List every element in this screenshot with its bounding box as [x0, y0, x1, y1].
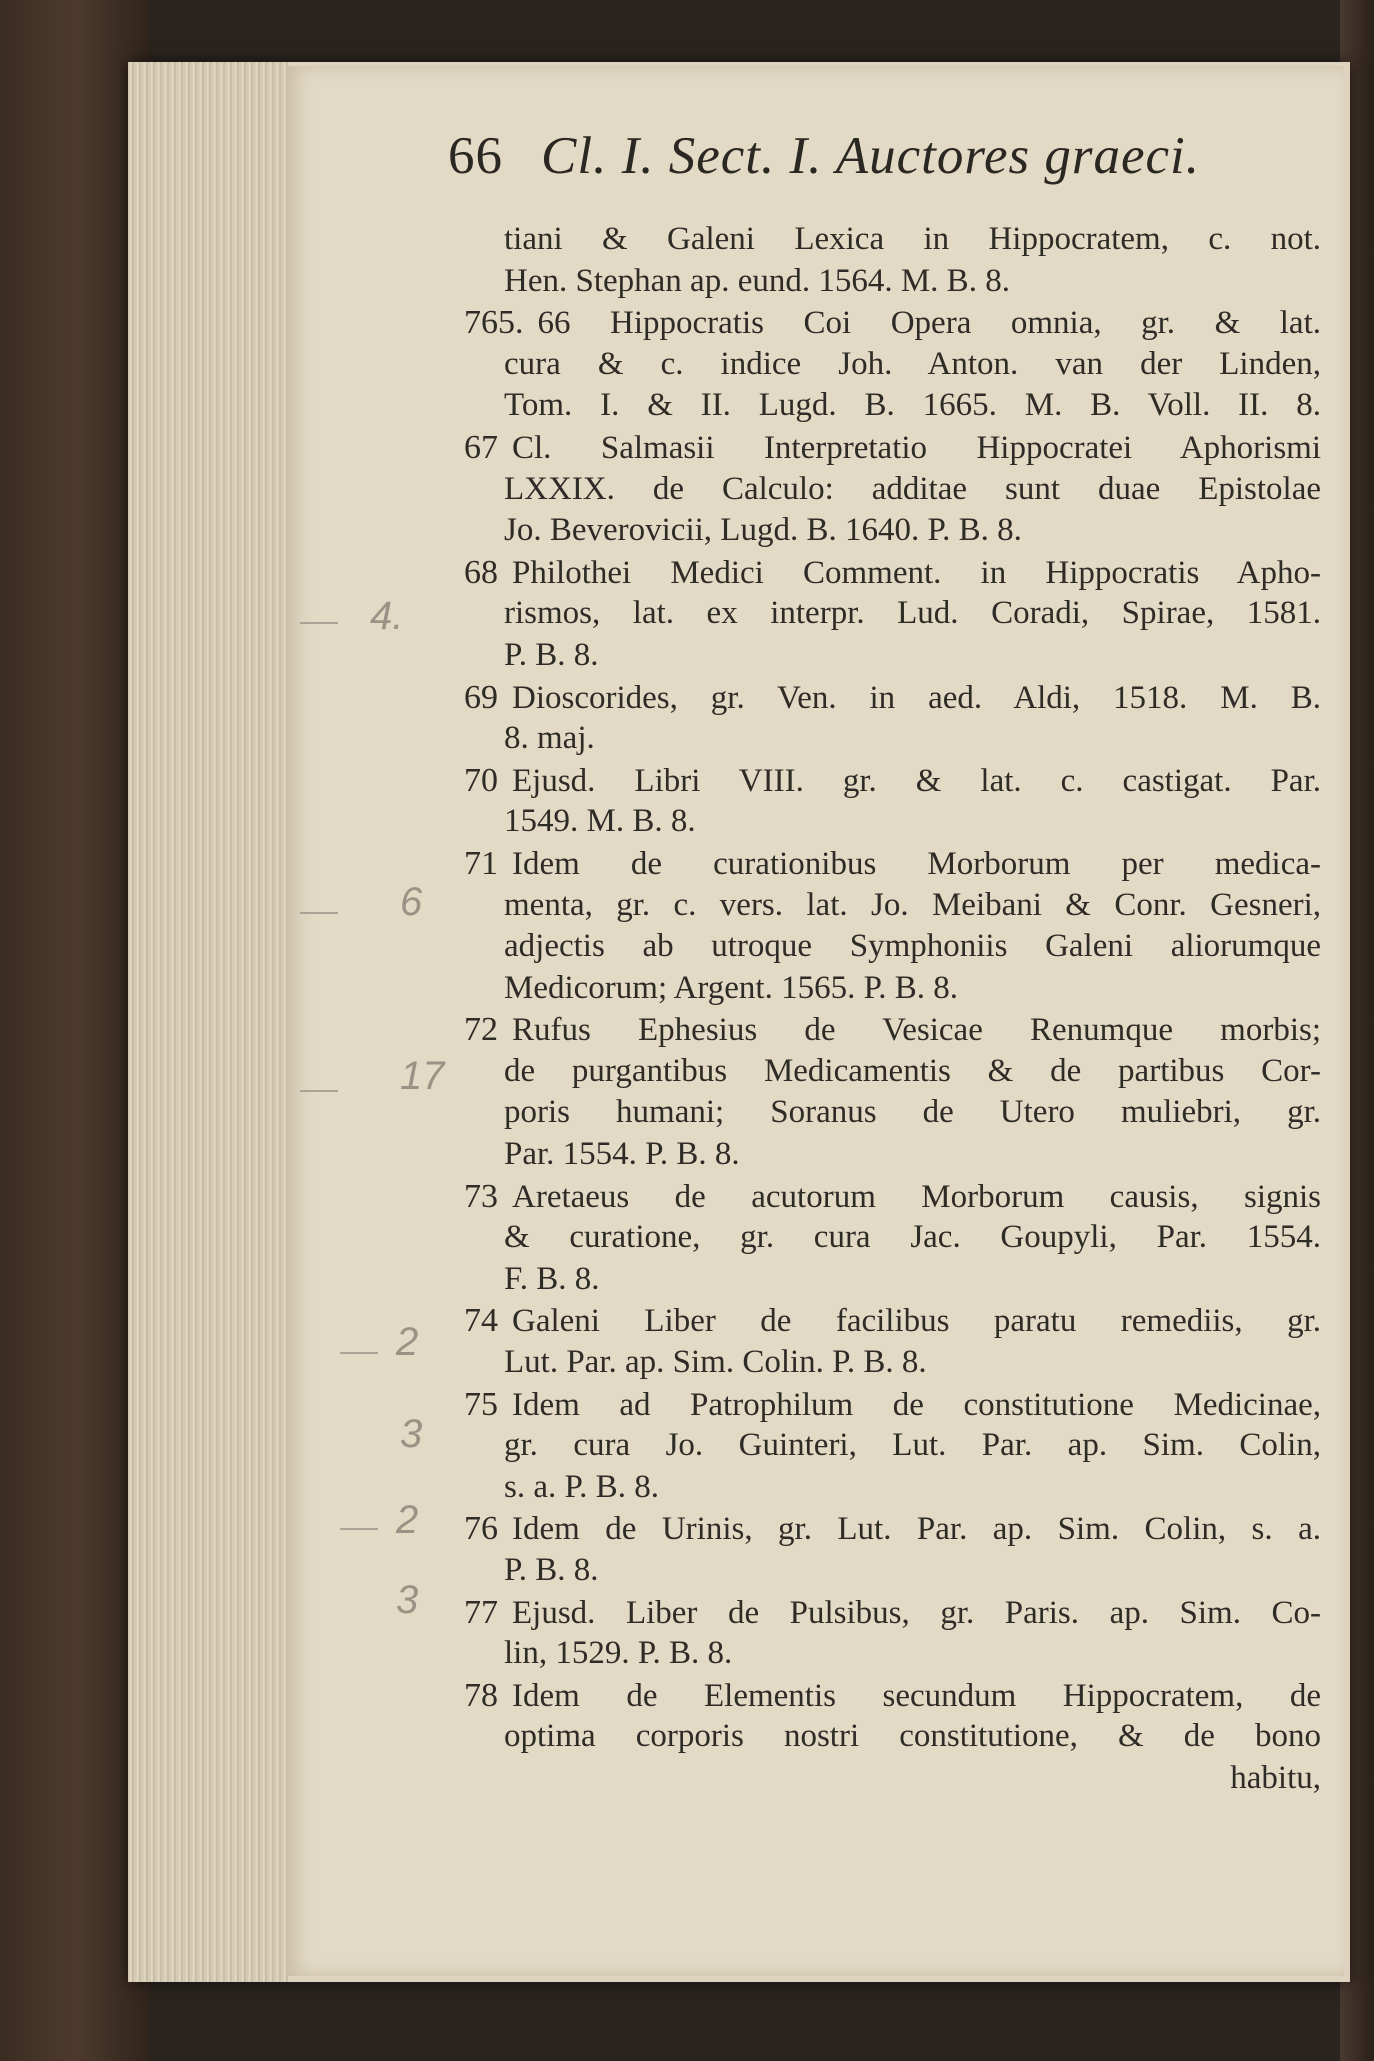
text-line [464, 1300, 1321, 1342]
entry-number: 67 [464, 428, 498, 466]
text-line [504, 344, 1321, 386]
margin-dash [300, 912, 338, 914]
line-text: LXXIX. de Calculo: additae sunt duae Epistolae [504, 470, 1321, 507]
text-line [504, 1259, 1321, 1301]
text-line [504, 261, 1321, 303]
text-line [504, 1134, 1321, 1176]
margin-note: 17 [400, 1054, 445, 1098]
line-text: poris humani; Soranus de Utero muliebri, gr. [504, 1094, 1321, 1131]
line-text: Dioscorides, gr. Ven. in aed. Aldi, 1518. M. B. [512, 679, 1321, 716]
line-text: Jo. Beverovicii, Lugd. B. 1640. P. B. 8. [504, 512, 1022, 549]
margin-note: 3 [400, 1412, 423, 1456]
entry-number: 78 [464, 1676, 498, 1714]
text-line [504, 801, 1321, 843]
line-text: de purgantibus Medicamentis & de partibus Cor- [504, 1052, 1321, 1089]
text-line [464, 1176, 1321, 1218]
entry-number: 76 [464, 1510, 498, 1548]
text-line [504, 1342, 1321, 1384]
text-line [504, 593, 1321, 635]
entry-number: 71 [464, 844, 498, 882]
text-line [504, 926, 1321, 968]
text-line [464, 1384, 1321, 1426]
text-line [504, 635, 1321, 677]
line-text: gr. cura Jo. Guinteri, Lut. Par. ap. Sim. Colin, [504, 1427, 1321, 1464]
margin-pencil-notes [300, 0, 445, 2061]
running-title: Cl. I. Sect. I. Auctores graeci. [541, 127, 1201, 185]
line-text: 8. maj. [504, 720, 595, 757]
line-text: Idem de curationibus Morborum per medica- [512, 845, 1321, 882]
entry-number: 75 [464, 1385, 498, 1423]
text-line [504, 1217, 1321, 1259]
page-number: 66 [448, 127, 503, 185]
text-line [504, 219, 1321, 261]
entry-number: 72 [464, 1011, 498, 1049]
line-text: F. B. 8. [504, 1260, 600, 1297]
margin-note: 6 [400, 880, 423, 924]
line-text: adjectis ab utroque Symphoniis Galeni aliorumque [504, 928, 1321, 965]
line-text: optima corporis nostri constitutione, & de bono [504, 1718, 1321, 1755]
text-line [504, 1467, 1321, 1509]
entry-number: 70 [464, 761, 498, 799]
catalog-text [464, 219, 1321, 1800]
text-line [504, 1758, 1321, 1800]
line-text: Hen. Stephan ap. eund. 1564. M. B. 8. [504, 262, 1010, 299]
margin-dash [300, 1090, 338, 1092]
line-text: menta, gr. c. vers. lat. Jo. Meibani & Conr. Gesneri, [504, 886, 1321, 923]
margin-dash [340, 1528, 378, 1530]
line-text: Tom. I. & II. Lugd. B. 1665. M. B. Voll. II. 8. [504, 387, 1321, 424]
margin-note: 2 [396, 1498, 419, 1542]
text-line [464, 843, 1321, 885]
margin-note: 2 [396, 1320, 419, 1364]
line-text: Aretaeus de acutorum Morborum causis, signis [512, 1178, 1321, 1215]
line-text: Lut. Par. ap. Sim. Colin. P. B. 8. [504, 1344, 927, 1381]
page-edges [128, 62, 288, 1982]
text-line [464, 677, 1321, 719]
text-line [504, 1051, 1321, 1093]
text-line [504, 718, 1321, 760]
text-line [464, 1508, 1321, 1550]
margin-note: 3 [396, 1578, 419, 1622]
line-text: P. B. 8. [504, 1552, 599, 1588]
text-line [464, 302, 1321, 344]
entry-number: 765. [464, 304, 524, 342]
line-text: & curatione, gr. cura Jac. Goupyli, Par. 1554. [504, 1219, 1321, 1256]
entry-number: 77 [464, 1593, 498, 1631]
text-line [504, 510, 1321, 552]
entry-number: 73 [464, 1177, 498, 1215]
line-text: Cl. Salmasii Interpretatio Hippocratei Aphorismi [512, 429, 1321, 466]
line-text: Ejusd. Libri VIII. gr. & lat. c. castigat. Par. [512, 762, 1321, 799]
text-line [464, 427, 1321, 469]
text-line [504, 1425, 1321, 1467]
entry-number: 68 [464, 553, 498, 591]
text-line [504, 1633, 1321, 1675]
margin-note: 4. [370, 594, 404, 638]
line-text: 1549. M. B. 8. [504, 803, 696, 840]
line-text: Par. 1554. P. B. 8. [504, 1136, 740, 1173]
text-line [504, 385, 1321, 427]
line-text: Medicorum; Argent. 1565. P. B. 8. [504, 969, 959, 1006]
line-text: Philothei Medici Comment. in Hippocratis Apho- [512, 554, 1321, 591]
text-line [504, 1550, 1321, 1592]
line-text: P. B. 8. [504, 636, 599, 673]
line-text: Rufus Ephesius de Vesicae Renumque morbis; [512, 1012, 1321, 1049]
entry-number: 74 [464, 1302, 498, 1340]
page-header [448, 126, 1248, 186]
text-line [504, 1716, 1321, 1758]
text-line [464, 1675, 1321, 1717]
entry-number: 69 [464, 678, 498, 716]
text-line [464, 552, 1321, 594]
line-text: Ejusd. Liber de Pulsibus, gr. Paris. ap. Sim. Co- [512, 1594, 1321, 1631]
text-line [504, 968, 1321, 1010]
line-text: Galeni Liber de facilibus paratu remediis, gr. [512, 1303, 1321, 1340]
text-line [464, 760, 1321, 802]
line-text: Idem de Elementis secundum Hippocratem, de [512, 1677, 1321, 1714]
line-text: lin, 1529. P. B. 8. [504, 1635, 733, 1672]
margin-dash [340, 1352, 378, 1354]
text-line [504, 1092, 1321, 1134]
line-text: cura & c. indice Joh. Anton. van der Linden, [504, 345, 1321, 382]
text-line [504, 469, 1321, 511]
line-text: Idem de Urinis, gr. Lut. Par. ap. Sim. Colin, s. a. [512, 1511, 1321, 1548]
line-text: 66 Hippocratis Coi Opera omnia, gr. & lat. [537, 305, 1321, 342]
text-line [464, 1592, 1321, 1634]
line-text: s. a. P. B. 8. [504, 1468, 659, 1505]
line-text: habitu, [1230, 1759, 1321, 1796]
line-text: rismos, lat. ex interpr. Lud. Coradi, Spirae, 1581. [504, 595, 1321, 632]
line-text: Idem ad Patrophilum de constitutione Medicinae, [512, 1386, 1321, 1423]
text-line [504, 885, 1321, 927]
margin-dash [300, 622, 338, 624]
text-line [464, 1009, 1321, 1051]
line-text: tiani & Galeni Lexica in Hippocratem, c. not. [504, 221, 1321, 257]
